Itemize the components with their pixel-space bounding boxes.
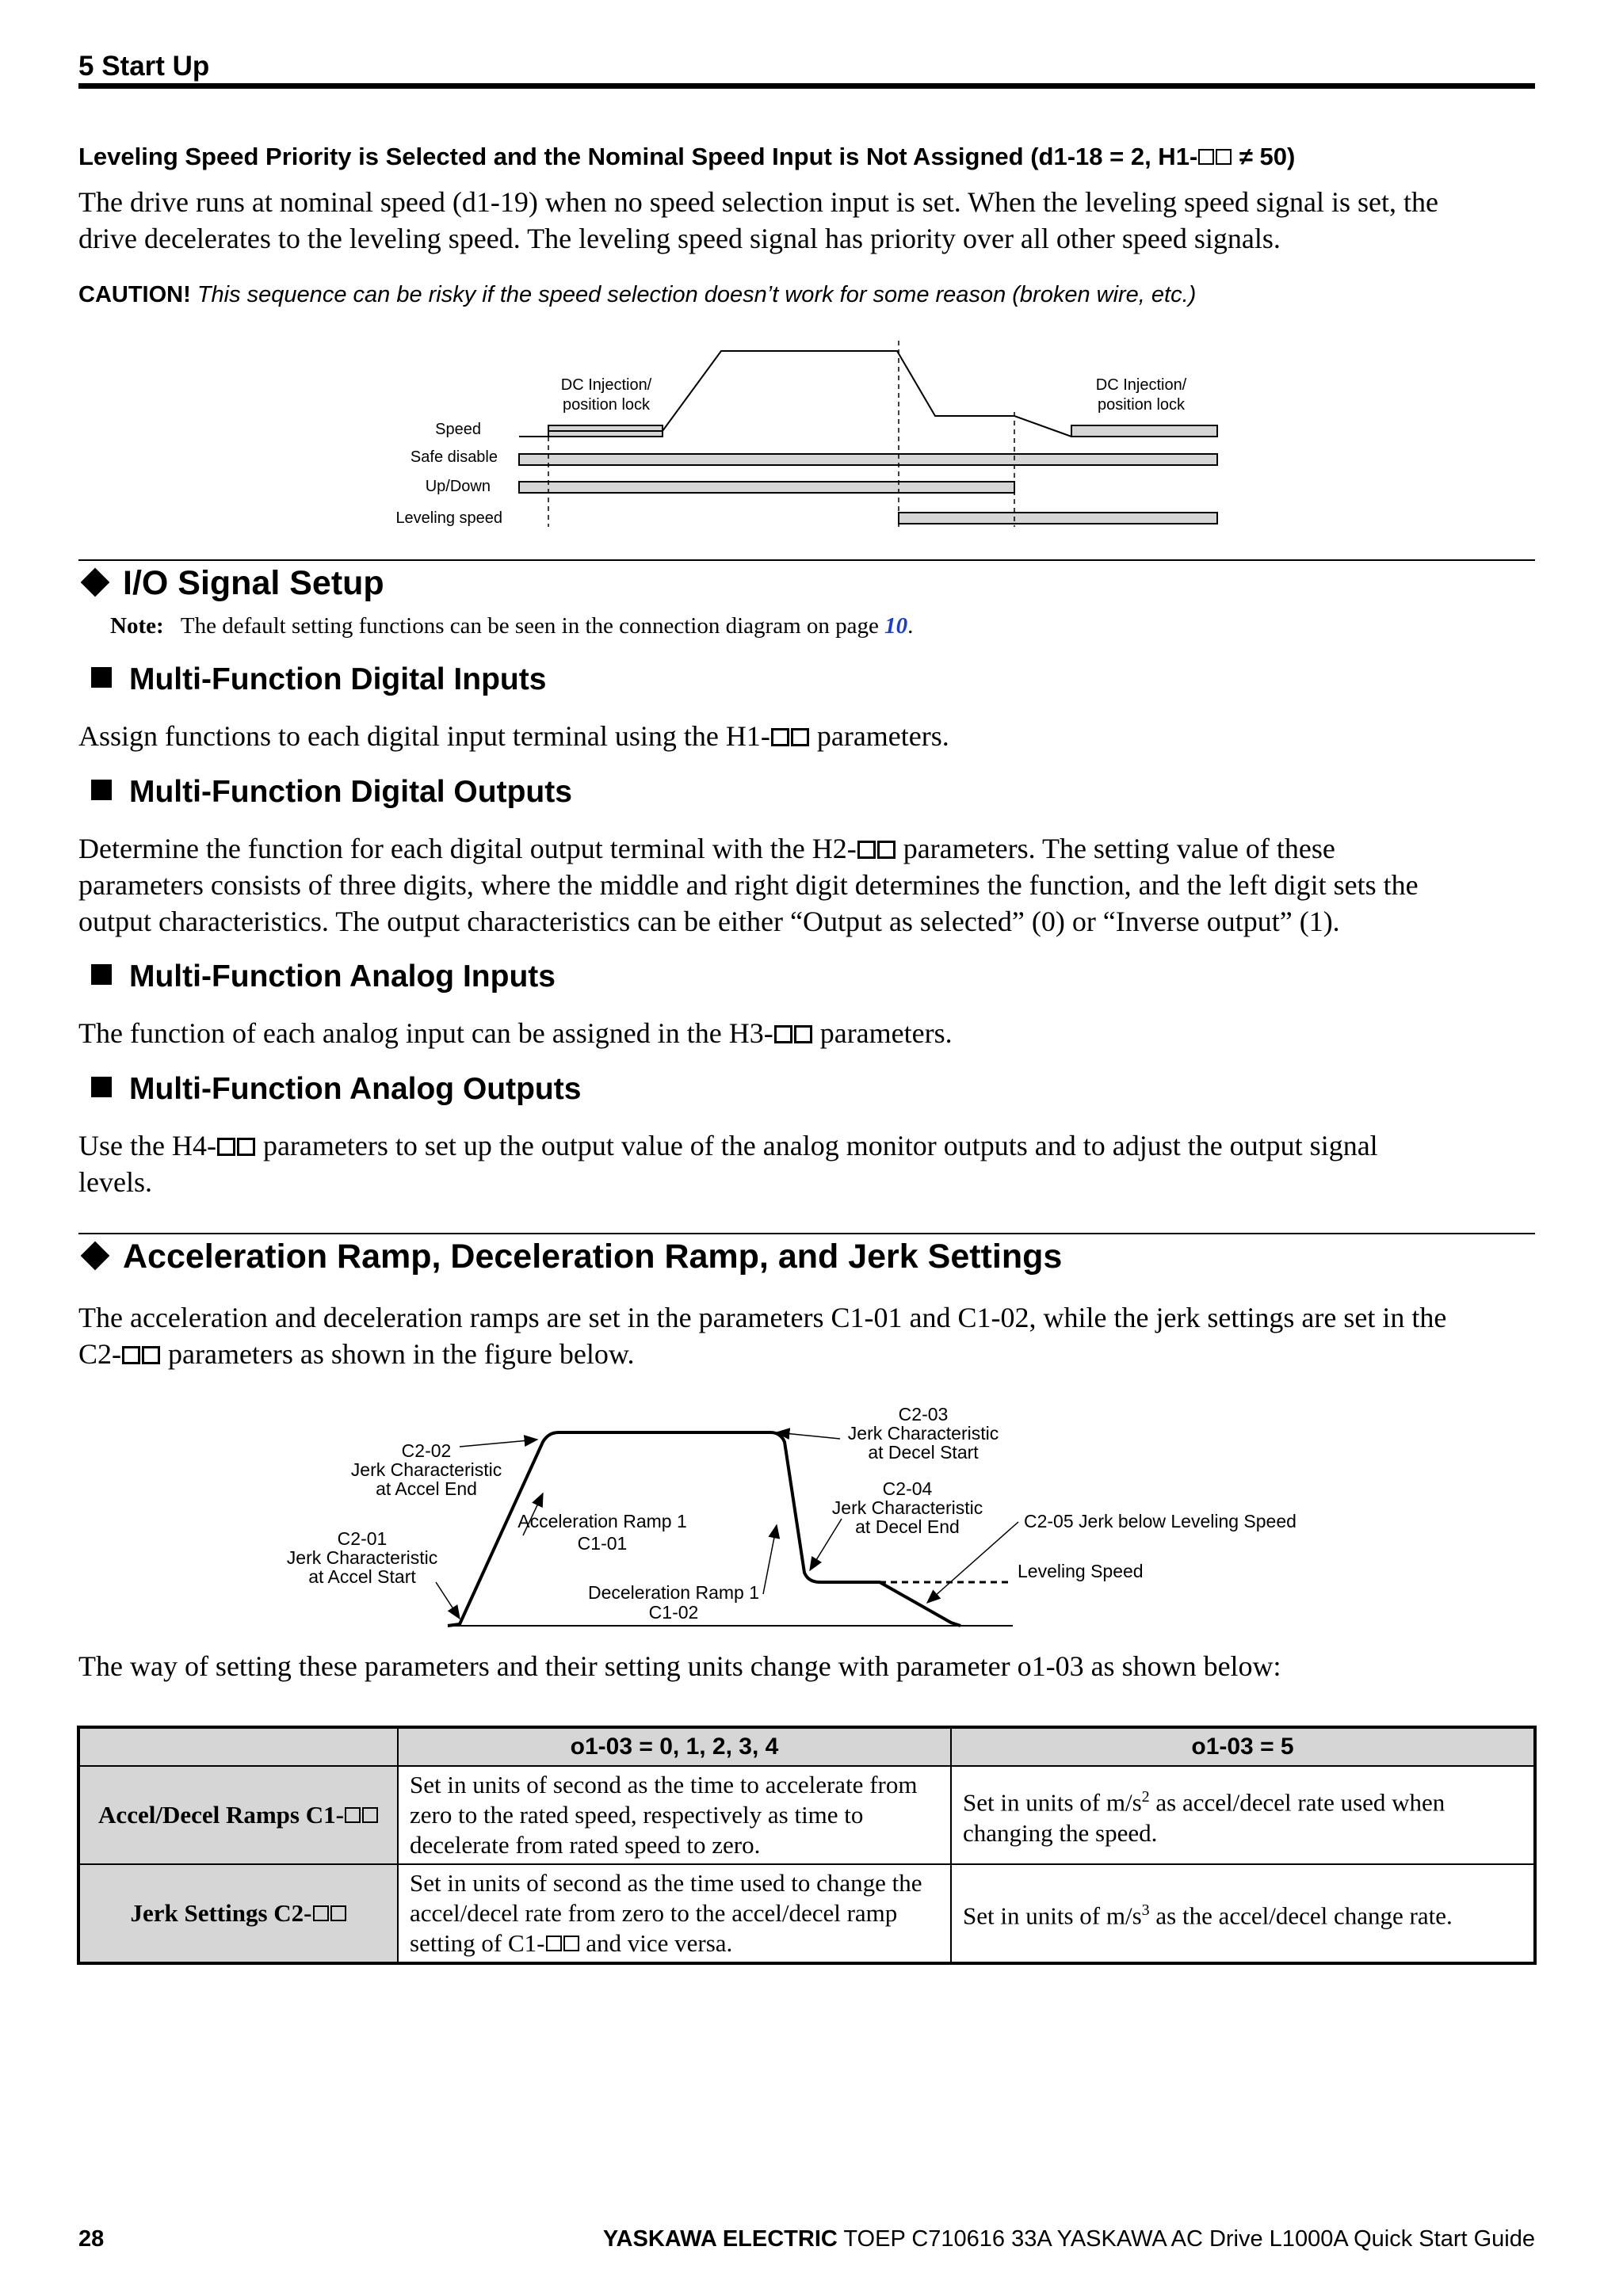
- ramp-diagram: [0, 1394, 1623, 1632]
- text-part: parameters as shown in the figure below.: [168, 1338, 635, 1370]
- label-c2-01: at Accel Start: [308, 1566, 416, 1587]
- placeholder-box-icon: [774, 1025, 792, 1043]
- analog-inputs-text: [78, 1015, 1537, 1051]
- chapter-title: 5 Start Up: [78, 51, 210, 82]
- arrow: [436, 1582, 460, 1619]
- note-text: The default setting functions can be seen in the connection diagram on page: [180, 613, 879, 639]
- cell-part: as the accel/decel change rate.: [1149, 1901, 1453, 1930]
- heading-text: Multi-Function Digital Inputs: [129, 662, 547, 696]
- superscript: 2: [1141, 1788, 1150, 1806]
- subheading-suffix: ≠ 50): [1239, 143, 1296, 170]
- table-intro: The way of setting these parameters and their setting units change with parameter o1-03 as shown below:: [78, 1650, 1281, 1682]
- analog-outputs-heading: [78, 1072, 581, 1107]
- leveling-body-line: drive decelerates to the leveling speed. The leveling speed signal has priority over all other speed signals.: [78, 223, 1281, 254]
- square-bullet-icon: [91, 964, 112, 985]
- cell-part: setting of C1-: [410, 1929, 545, 1957]
- label-c2-02: at Accel End: [376, 1478, 477, 1499]
- placeholder-box-icon: [142, 1346, 160, 1364]
- row-header: [79, 1864, 398, 1962]
- text-line: output characteristics. The output characteristics can be either “Output as selected” (0) or “Inverse output” (1).: [78, 906, 1340, 937]
- placeholder-box-icon: [362, 1807, 378, 1823]
- arrow: [460, 1440, 537, 1447]
- arrow: [777, 1432, 840, 1439]
- label-accel-ramp: Acceleration Ramp 1: [517, 1511, 687, 1531]
- cell-part: Set in units of m/s: [963, 1901, 1142, 1930]
- label-accel-ramp: C1-01: [577, 1533, 628, 1554]
- digital-outputs-text: [78, 830, 1537, 940]
- row-label: Accel/Decel Ramps C1-: [98, 1801, 344, 1829]
- table-header-row: [79, 1728, 1534, 1766]
- digital-outputs-heading: [78, 775, 572, 810]
- caution-text: This sequence can be risky if the speed selection doesn’t work for some reason (broken wire, etc.): [197, 282, 1197, 307]
- io-title-text: I/O Signal Setup: [123, 564, 384, 602]
- io-section-title: [78, 564, 384, 603]
- placeholder-box-icon: [794, 1025, 812, 1043]
- label-c2-03: at Decel Start: [868, 1442, 979, 1463]
- table-cell: [951, 1766, 1534, 1864]
- accel-section-title: [78, 1238, 1062, 1276]
- timing-diagram: [0, 0, 1623, 555]
- digital-inputs-heading: [78, 662, 546, 697]
- table-cell: [398, 1766, 951, 1864]
- placeholder-box-icon: [563, 1936, 579, 1951]
- label-c2-01: Jerk Characteristic: [286, 1547, 438, 1568]
- page-link[interactable]: 10: [884, 613, 908, 639]
- section-rule: [78, 1233, 1535, 1234]
- square-bullet-icon: [91, 780, 112, 800]
- square-bullet-icon: [91, 667, 112, 688]
- dc-label: position lock: [562, 396, 651, 414]
- row-label: Jerk Settings C2-: [130, 1899, 312, 1927]
- placeholder-box-icon: [217, 1138, 235, 1156]
- text-part: parameters.: [819, 1017, 953, 1049]
- footer-guide-text: TOEP C710616 33A YASKAWA AC Drive L1000A Quick Start Guide: [837, 2226, 1535, 2252]
- label-decel-ramp: Deceleration Ramp 1: [587, 1582, 760, 1603]
- text-part: parameters.: [816, 720, 949, 752]
- cell-part: as accel/decel rate used when: [1149, 1788, 1445, 1817]
- label-c2-02: C2-02: [401, 1440, 452, 1461]
- parameter-table: [78, 1727, 1535, 1963]
- section-rule: [78, 559, 1535, 561]
- cell-line: Set in units of second as the time to accelerate from: [410, 1771, 918, 1798]
- placeholder-box-icon: [237, 1138, 255, 1156]
- text-part: The function of each analog input can be assigned in the H3-: [78, 1017, 773, 1049]
- cell-line: decelerate from rated speed to zero.: [410, 1831, 761, 1859]
- leveling-body-line: The drive runs at nominal speed (d1-19) when no speed selection input is set. When the leveling speed signal is set, the: [78, 186, 1438, 218]
- heading-text: Multi-Function Analog Inputs: [129, 959, 556, 994]
- text-line: parameters consists of three digits, where the middle and right digit determines the function, and the left digit sets the: [78, 869, 1419, 901]
- label-c2-02: Jerk Characteristic: [350, 1459, 502, 1480]
- placeholder-box-icon: [857, 841, 876, 859]
- label-decel-ramp: C1-02: [648, 1602, 699, 1623]
- table-row: [79, 1864, 1534, 1962]
- column-header: o1-03 = 5: [951, 1728, 1534, 1766]
- cell-line: Set in units of second as the time used to change the: [410, 1869, 922, 1897]
- label-c2-04: at Decel End: [855, 1516, 960, 1537]
- text-part: Assign functions to each digital input terminal using the H1-: [78, 720, 770, 752]
- signal-label-leveling: Leveling speed: [395, 509, 502, 527]
- io-note: [110, 613, 913, 639]
- placeholder-box-icon: [791, 728, 809, 746]
- signal-label-updown: Up/Down: [425, 478, 491, 495]
- dc-label: DC Injection/: [560, 376, 652, 394]
- arrow: [763, 1525, 777, 1594]
- footer-brand: YASKAWA ELECTRIC: [602, 2226, 838, 2252]
- diamond-bullet-icon: [81, 1241, 110, 1271]
- label-c2-04: Jerk Characteristic: [831, 1497, 983, 1518]
- cell-line: accel/decel rate from zero to the accel/decel ramp: [410, 1899, 898, 1927]
- diamond-bullet-icon: [81, 568, 110, 597]
- cell-part: Set in units of m/s: [963, 1788, 1142, 1817]
- analog-outputs-text: [78, 1127, 1537, 1200]
- accel-title-text: Acceleration Ramp, Deceleration Ramp, and Jerk Settings: [123, 1238, 1063, 1276]
- text-part: parameters. The setting value of these: [903, 833, 1335, 864]
- text-part: C2-: [78, 1338, 121, 1370]
- table-row: [79, 1766, 1534, 1864]
- placeholder-box-icon: [313, 1905, 329, 1921]
- placeholder-box-icon: [330, 1905, 346, 1921]
- placeholder-box-icon: [546, 1936, 562, 1951]
- cell-line: changing the speed.: [963, 1818, 1158, 1847]
- label-c2-01: C2-01: [337, 1528, 388, 1549]
- caution-label: CAUTION!: [78, 282, 191, 307]
- text-part: parameters to set up the output value of the analog monitor outputs and to adjust the output signal: [262, 1130, 1378, 1161]
- note-end: .: [907, 613, 914, 639]
- placeholder-box-icon: [122, 1346, 140, 1364]
- label-c2-05: C2-05 Jerk below Leveling Speed: [1024, 1511, 1296, 1531]
- speed-profile-line: [519, 351, 1071, 437]
- superscript: 3: [1141, 1901, 1150, 1920]
- label-c2-04: C2-04: [882, 1478, 933, 1499]
- placeholder-box-icon: [771, 728, 789, 746]
- note-label: Note:: [110, 613, 164, 639]
- signal-label-safe-disable: Safe disable: [410, 448, 498, 466]
- safe-disable-bar: [519, 454, 1217, 465]
- table-corner: [79, 1728, 398, 1766]
- placeholder-box-icon: [877, 841, 896, 859]
- label-c2-03: C2-03: [898, 1404, 949, 1425]
- heading-text: Multi-Function Digital Outputs: [129, 775, 572, 809]
- footer-guide: [603, 2226, 1535, 2252]
- column-header: o1-03 = 0, 1, 2, 3, 4: [398, 1728, 951, 1766]
- arrow: [810, 1519, 842, 1570]
- digital-inputs-text: [78, 718, 1537, 754]
- text-part: Determine the function for each digital output terminal with the H2-: [78, 833, 857, 864]
- text-line: The acceleration and deceleration ramps are set in the parameters C1-01 and C1-02, while the jerk settings are set in the: [78, 1302, 1447, 1333]
- dc-label: position lock: [1097, 396, 1186, 414]
- square-bullet-icon: [91, 1077, 112, 1097]
- cell-line: zero to the rated speed, respectively as time to: [410, 1801, 864, 1829]
- speed-bar-2: [1071, 425, 1217, 437]
- accel-intro: [78, 1299, 1537, 1372]
- label-c2-03: Jerk Characteristic: [847, 1423, 999, 1444]
- heading-text: Multi-Function Analog Outputs: [129, 1072, 582, 1106]
- cell-part: and vice versa.: [586, 1929, 733, 1957]
- signal-label-speed: Speed: [435, 421, 481, 438]
- analog-inputs-heading: [78, 959, 556, 994]
- dc-label: DC Injection/: [1095, 376, 1187, 394]
- text-line: levels.: [78, 1166, 152, 1198]
- text-part: Use the H4-: [78, 1130, 216, 1161]
- page-number: 28: [78, 2226, 105, 2252]
- leveling-speed-bar: [899, 513, 1217, 524]
- subheading-text: Leveling Speed Priority is Selected and the Nominal Speed Input is Not Assigned (d1-18 = 2, H1-: [78, 143, 1198, 170]
- table-cell: [951, 1864, 1534, 1962]
- row-header: [79, 1766, 398, 1864]
- table-cell: [398, 1864, 951, 1962]
- updown-bar: [519, 482, 1014, 493]
- label-leveling-speed: Leveling Speed: [1018, 1561, 1144, 1581]
- placeholder-box-icon: [345, 1807, 361, 1823]
